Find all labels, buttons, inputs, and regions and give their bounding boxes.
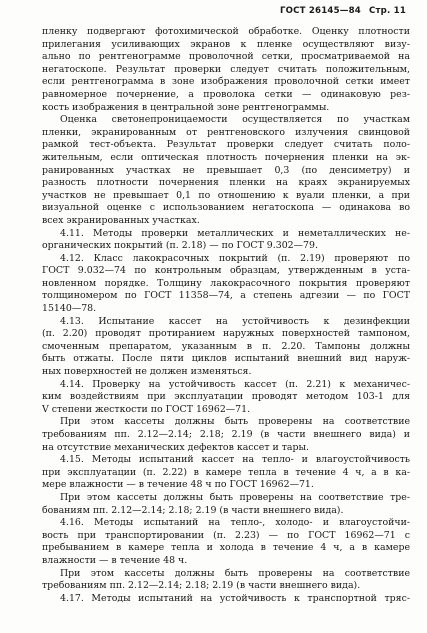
text-line: кость изображения в центральной зоне рентгенограммы. (42, 101, 330, 113)
paragraph (42, 568, 410, 593)
text-line: органических покрытий (п. 2.18) — по ГОСТ 9.302—79. (42, 240, 318, 252)
paragraph-4-17 (42, 593, 410, 606)
text-line: 4.11. Методы проверки металлических и неметаллических не- (60, 227, 410, 239)
text-line: если рентгенограмма в зоне изображения проволочной сетки имеет (42, 76, 410, 88)
text-line: 4.17. Методы испытаний на устойчивость к транспортной тряс- (60, 592, 410, 604)
text-line: При этом кассеты должны быть проверены на соответствие (60, 416, 410, 428)
page-number: Стр. 11 (368, 6, 406, 16)
text-line: толщиномером по ГОСТ 11358—74, а степень адгезии — по ГОСТ (42, 290, 410, 302)
text-line: пребыванием в камере тепла и холода в течение 4 ч, а в камере (42, 542, 410, 554)
text-line: пленку подвергают фотохимической обработке. Оценку плотности (42, 26, 410, 37)
text-line: ранированных участках не превышает 0,3 (по денсиметру) и (42, 164, 410, 176)
text-line: ГОСТ 9.032—74 по контрольным образцам, утвержденным в уста- (42, 265, 410, 277)
paragraph (42, 114, 410, 227)
text-line: новленном порядке. Толщину лакокрасочного покрытия проверяют (42, 277, 410, 289)
text-line: всех экранированных участках. (42, 214, 200, 226)
text-line: вость при транспортировании (п. 2.23) — по ГОСТ 16962—71 с (42, 529, 410, 541)
paragraph (42, 492, 410, 517)
text-line: прилегания усиливающих экранов к пленке осуществляют визу- (42, 38, 410, 50)
text-line: (п. 2.20) проводят протиранием наружных поверхностей тампоном, (42, 328, 410, 340)
text-line: при эксплуатации (п. 2.22) в камере тепла в течение 4 ч, а в ка- (42, 466, 410, 478)
text-line: участков не превышает 0,1 по отношению к вуали пленки, а при (42, 189, 410, 201)
text-line: 4.12. Класс лакокрасочных покрытий (п. 2.19) проверяют по (60, 252, 410, 264)
text-line: 4.15. Методы испытаний кассет на тепло- и влагоустойчивость (60, 454, 410, 466)
text-line: смоченным препаратом, указанным в п. 2.20. Тампоны должны (42, 340, 410, 352)
text-line: 4.13. Испытание кассет на устойчивость к дезинфекции (60, 315, 410, 327)
text-line: V степени жесткости по ГОСТ 16962—71. (42, 403, 251, 415)
page-header (280, 6, 406, 16)
text-line: 4.14. Проверку на устойчивость кассет (п. 2.21) к механичес- (60, 378, 410, 390)
text-line: 15140—78. (42, 303, 97, 315)
text-line: быть отжаты. После пяти циклов испытаний внешний вид наруж- (42, 353, 410, 365)
text-line: ким воздействиям при эксплуатации проводят методом 103-1 для (42, 391, 410, 403)
document-body (42, 26, 410, 605)
text-line: 4.16. Методы испытаний на тепло-, холодо- и влагоустойчи- (60, 517, 410, 529)
paragraph-4-16 (42, 517, 410, 567)
paragraph-4-11 (42, 228, 410, 253)
text-line: рамкой тест-объекта. Результат проверки следует считать поло- (42, 139, 410, 151)
paragraph-4-15 (42, 454, 410, 492)
text-line: пленки, экранированным от рентгеновского излучения свинцовой (42, 126, 410, 138)
text-line: При этом кассеты должны быть проверены на соответствие (60, 567, 410, 579)
text-line: ально по рентгенограмме проволочной сетки, просматриваемой на (42, 51, 410, 63)
text-line: на отсутствие механических дефектов кассет и тары. (42, 441, 309, 453)
text-line: бованиям пп. 2.12—2.14; 2.18; 2.19 (в части внешнего вида). (42, 504, 344, 516)
paragraph (42, 26, 410, 114)
text-line: равномерное почернение, а проволока сетки — одинаковую рез- (42, 88, 410, 100)
paragraph-4-13 (42, 316, 410, 379)
paragraph-4-12 (42, 253, 410, 316)
text-line: визуальной оценке с использованием негатоскопа — одинакова во (42, 202, 410, 214)
text-line: требованиям пп. 2.12—2.14; 2.18; 2.19 (в части внешнего вида). (42, 580, 361, 592)
standard-number: ГОСТ 26145—84 (279, 6, 361, 16)
text-line: Оценка светонепроницаемости осуществляется по участкам (60, 114, 410, 126)
paragraph (42, 416, 410, 454)
text-line: мере влажности — в течение 48 ч по ГОСТ 16962—71. (42, 479, 314, 491)
paragraph-4-14 (42, 379, 410, 417)
text-line: влажности — в течение 48 ч. (42, 554, 188, 566)
text-line: жительным, если оптическая плотность почернения пленки на эк- (42, 151, 410, 163)
text-line: требованиям пп. 2.12—2.14; 2.18; 2.19 (в части внешнего вида) и (42, 429, 410, 440)
text-line: При этом кассеты должны быть проверены на соответствие тре- (60, 491, 410, 503)
text-line: ных поверхностей не должен изменяться. (42, 366, 252, 378)
text-line: разность плотности почернения пленки на краях экранируемых (42, 177, 410, 189)
text-line: негатоскопе. Результат проверки следует считать положительным, (42, 63, 410, 75)
